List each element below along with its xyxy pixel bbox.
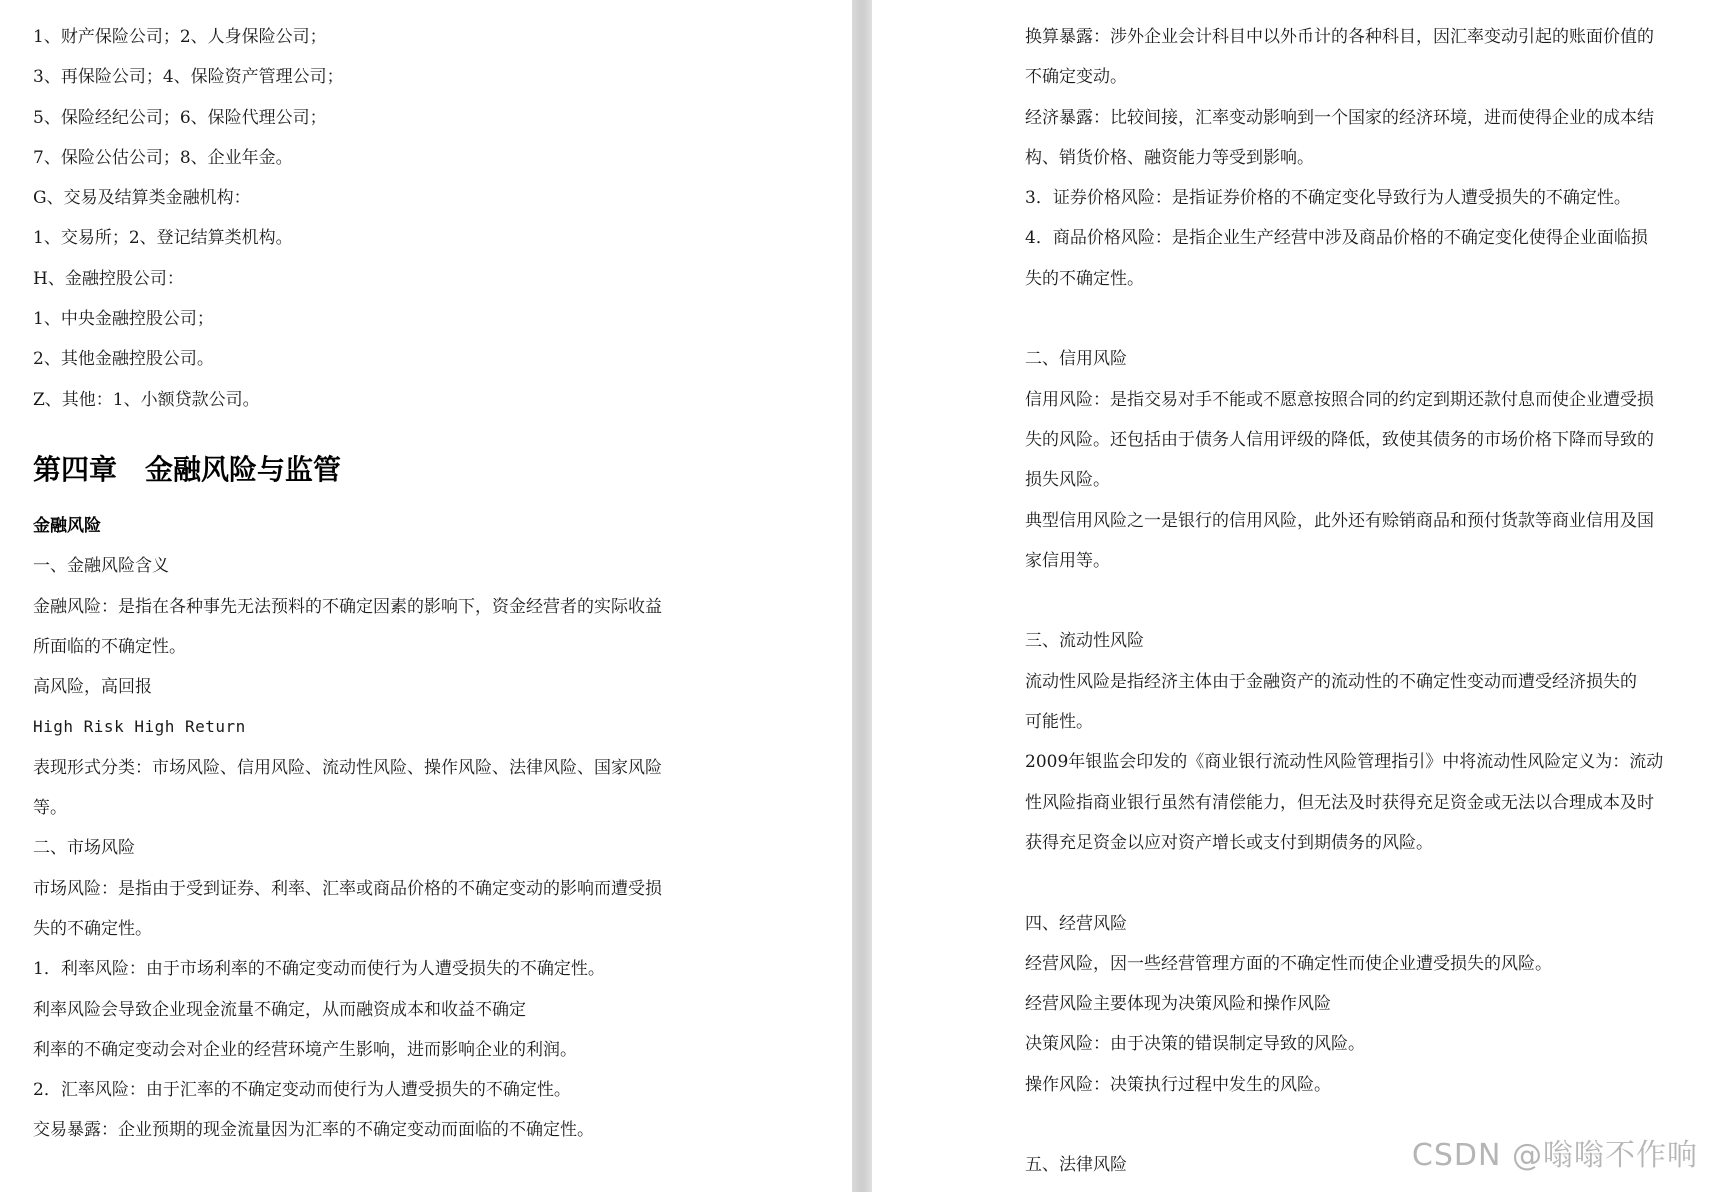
page-right-content — [1025, 17, 1664, 1186]
text-line: 1、交易所；2、登记结算类机构。 — [33, 228, 293, 249]
text-line: 利率的不确定变动会对企业的经营环境产生影响，进而影响企业的利润。 — [33, 1039, 577, 1060]
chapter-title: 第四章 金融风险与监管 — [33, 452, 342, 486]
risk-types-body — [1025, 17, 1664, 1186]
text-line: 四、经营风险 — [1025, 913, 1127, 934]
text-line: 不确定变动。 — [1025, 67, 1127, 88]
text-line: 3、再保险公司；4、保险资产管理公司； — [33, 67, 344, 88]
text-line: 获得充足资金以应对资产增长或支付到期债务的风险。 — [1025, 832, 1433, 853]
text-line: 经济暴露：比较间接，汇率变动影响到一个国家的经济环境，进而使得企业的成本结 — [1025, 107, 1654, 128]
blank-line — [1025, 863, 1570, 903]
text-line: 一、金融风险含义 — [33, 556, 169, 577]
text-line: 二、市场风险 — [33, 838, 135, 859]
text-line: 所面临的不确定性。 — [33, 636, 186, 657]
text-line: 二、信用风险 — [1025, 349, 1127, 370]
text-line: 7、保险公估公司；8、企业年金。 — [33, 147, 293, 168]
text-line: 失的风险。还包括由于债务人信用评级的降低，致使其债务的市场价格下降而导致的 — [1025, 429, 1654, 450]
text-line: 等。 — [33, 798, 67, 819]
text-line: 三、流动性风险 — [1025, 631, 1144, 652]
text-line: 2、其他金融控股公司。 — [33, 349, 214, 370]
watermark: CSDN @嗡嗡不作响 — [1411, 1138, 1698, 1173]
text-line: 操作风险：决策执行过程中发生的风险。 — [1025, 1074, 1331, 1095]
text-line: 可能性。 — [1025, 712, 1093, 733]
text-line: 市场风险：是指由于受到证券、利率、汇率或商品价格的不确定变动的影响而遭受损 — [33, 878, 662, 899]
text-line: 经营风险主要体现为决策风险和操作风险 — [1025, 994, 1331, 1015]
text-line: 1、中央金融控股公司； — [33, 309, 214, 330]
text-line: 失的不确定性。 — [33, 918, 152, 939]
text-line: High Risk High Return — [33, 717, 246, 737]
text-line: 3．证券价格风险：是指证券价格的不确定变化导致行为人遭受损失的不确定性。 — [1025, 188, 1631, 209]
text-line: 决策风险：由于决策的错误制定导致的风险。 — [1025, 1034, 1365, 1055]
text-line: 换算暴露：涉外企业会计科目中以外币计的各种科目，因汇率变动引起的账面价值的 — [1025, 27, 1654, 47]
text-line: 家信用等。 — [1025, 550, 1110, 571]
page-gutter — [852, 0, 872, 1192]
text-line: 1．利率风险：由于市场利率的不确定变动而使行为人遭受损失的不确定性。 — [33, 959, 605, 980]
text-line: 构、销货价格、融资能力等受到影响。 — [1025, 147, 1314, 168]
text-line: 交易暴露：企业预期的现金流量因为汇率的不确定变动而面临的不确定性。 — [33, 1120, 594, 1141]
text-line: 损失风险。 — [1025, 470, 1110, 491]
text-line: G、交易及结算类金融机构： — [33, 188, 251, 209]
text-line: 五、法律风险 — [1025, 1155, 1127, 1176]
text-line: 5、保险经纪公司；6、保险代理公司； — [33, 107, 327, 128]
text-line: 4．商品价格风险：是指企业生产经营中涉及商品价格的不确定变化使得企业面临损 — [1025, 228, 1648, 249]
text-line: 利率风险会导致企业现金流量不确定，从而融资成本和收益不确定 — [33, 999, 526, 1020]
text-line: 失的不确定性。 — [1025, 268, 1144, 289]
text-line: 高风险，高回报 — [33, 677, 152, 698]
blank-line — [1025, 581, 1570, 621]
text-line: 流动性风险是指经济主体由于金融资产的流动性的不确定性变动而遭受经济损失的 — [1025, 671, 1637, 692]
section-title: 金融风险 — [33, 515, 101, 536]
document-page-right — [872, 0, 1710, 1192]
institution-list — [33, 17, 733, 420]
text-line: 金融风险：是指在各种事先无法预料的不确定因素的影响下，资金经营者的实际收益 — [33, 596, 662, 617]
text-line: 典型信用风险之一是银行的信用风险，此外还有赊销商品和预付货款等商业信用及国 — [1025, 510, 1654, 531]
financial-risk-body — [33, 546, 733, 1150]
page-left-content — [33, 17, 733, 1151]
text-line: 1、财产保险公司；2、人身保险公司； — [33, 27, 327, 47]
document-page-left — [0, 0, 852, 1192]
text-line: H、金融控股公司： — [33, 268, 184, 289]
text-line: Z、其他：1、小额贷款公司。 — [33, 389, 260, 410]
text-line: 表现形式分类：市场风险、信用风险、流动性风险、操作风险、法律风险、国家风险 — [33, 757, 662, 778]
blank-line — [1025, 299, 1570, 339]
text-line: 2．汇率风险：由于汇率的不确定变动而使行为人遭受损失的不确定性。 — [33, 1080, 571, 1101]
text-line: 2009年银监会印发的《商业银行流动性风险管理指引》中将流动性风险定义为：流动 — [1025, 752, 1664, 773]
text-line: 经营风险，因一些经营管理方面的不确定性而使企业遭受损失的风险。 — [1025, 953, 1552, 974]
text-line: 性风险指商业银行虽然有清偿能力，但无法及时获得充足资金或无法以合理成本及时 — [1025, 792, 1654, 813]
text-line: 信用风险：是指交易对手不能或不愿意按照合同的约定到期还款付息而使企业遭受损 — [1025, 389, 1654, 410]
